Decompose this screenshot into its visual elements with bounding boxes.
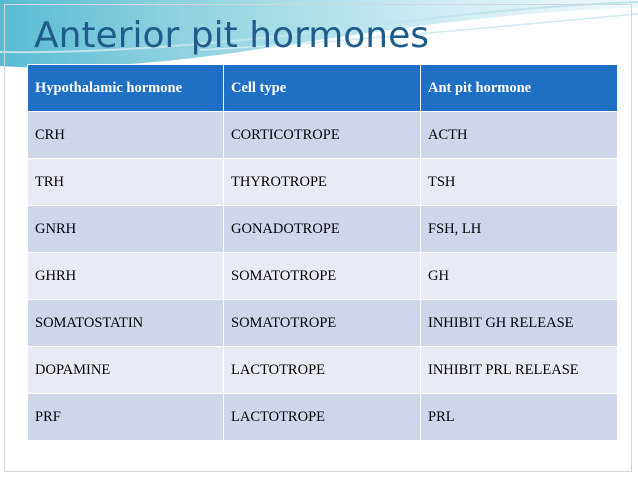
table-row: [28, 394, 618, 441]
table-cell: THYROTROPE: [224, 159, 421, 206]
table-cell: CRH: [28, 112, 224, 159]
column-header-ant-pit-hormone: Ant pit hormone: [421, 65, 618, 112]
table-cell: GNRH: [28, 206, 224, 253]
slide-title: Anterior pit hormones: [34, 15, 430, 56]
table-row: [28, 159, 618, 206]
table-cell: CORTICOTROPE: [224, 112, 421, 159]
hormone-table: [27, 64, 618, 441]
table-cell: LACTOTROPE: [224, 347, 421, 394]
table-cell: GHRH: [28, 253, 224, 300]
table-cell: FSH, LH: [421, 206, 618, 253]
table-cell: ACTH: [421, 112, 618, 159]
table-cell: TRH: [28, 159, 224, 206]
column-header-hypothalamic-hormone: Hypothalamic hormone: [28, 65, 224, 112]
table-cell: SOMATOTROPE: [224, 253, 421, 300]
table-row: [28, 347, 618, 394]
table-cell: PRL: [421, 394, 618, 441]
column-header-cell-type: Cell type: [224, 65, 421, 112]
table-row: [28, 253, 618, 300]
table-cell: DOPAMINE: [28, 347, 224, 394]
table-row: [28, 112, 618, 159]
table-cell: SOMATOSTATIN: [28, 300, 224, 347]
table-cell: GH: [421, 253, 618, 300]
table-cell: PRF: [28, 394, 224, 441]
table-cell: SOMATOTROPE: [224, 300, 421, 347]
table-cell: LACTOTROPE: [224, 394, 421, 441]
table-cell: GONADOTROPE: [224, 206, 421, 253]
table-cell: INHIBIT PRL RELEASE: [421, 347, 618, 394]
table-header-row: [28, 65, 618, 112]
table-row: [28, 206, 618, 253]
table-cell: INHIBIT GH RELEASE: [421, 300, 618, 347]
table-cell: TSH: [421, 159, 618, 206]
table-row: [28, 300, 618, 347]
